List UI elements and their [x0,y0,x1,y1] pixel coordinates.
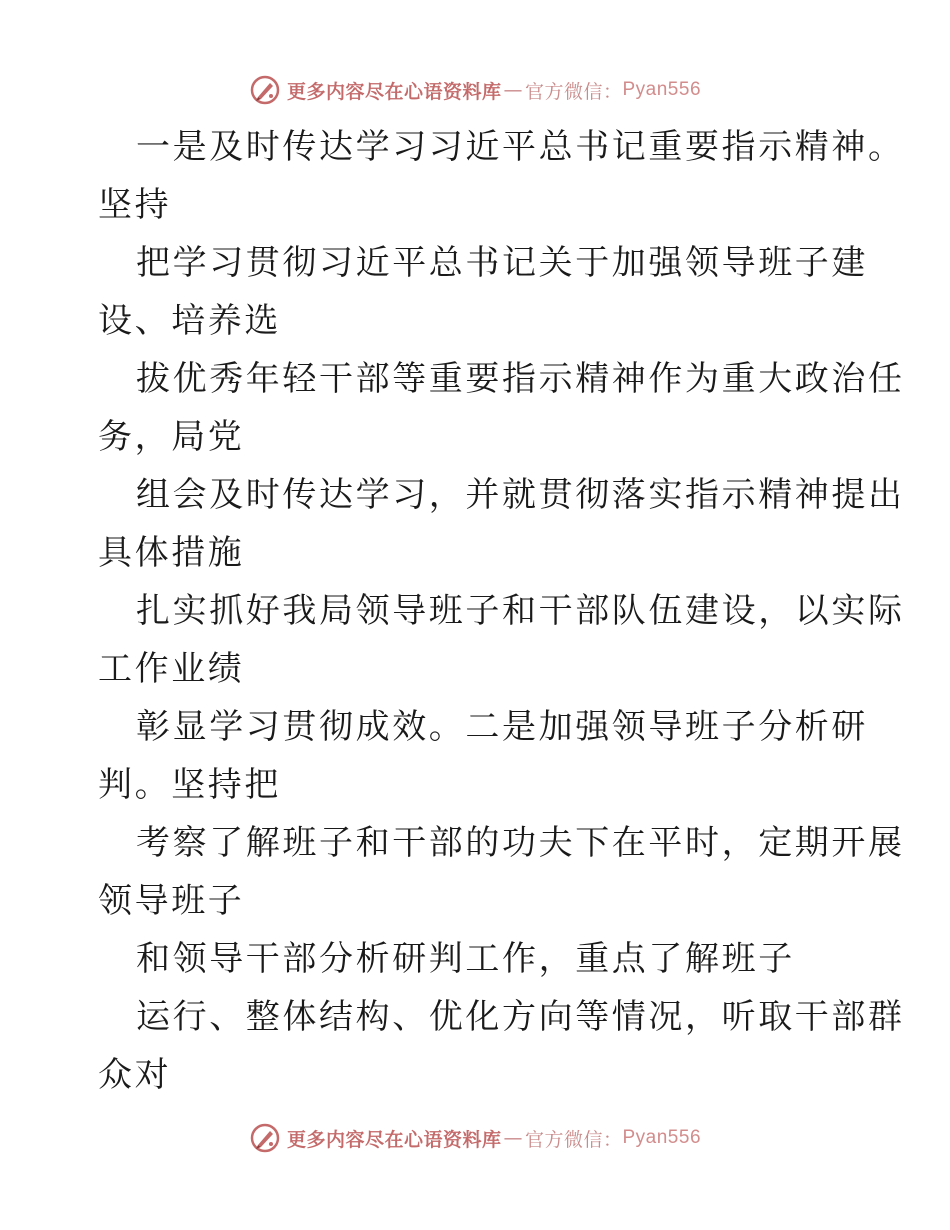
watermark-account-label: 官方微信： [524,80,623,103]
watermark-dash: — [503,79,523,101]
text-line: 一是及时传达学习习近平总书记重要指示精神。 [136,127,905,167]
pen-logo-icon [249,74,281,106]
watermark-account-id: Pyan556 [622,79,702,100]
pen-logo-icon [249,1122,281,1154]
text-line: 把学习贯彻习近平总书记关于加强领导班子建 [136,243,868,283]
text-line: 坚持 [98,185,172,225]
text-line: 扎实抓好我局领导班子和干部队伍建设，以实际 [136,591,905,631]
text-line: 运行、整体结构、优化方向等情况，听取干部群 [136,997,905,1037]
text-line: 和领导干部分析研判工作，重点了解班子 [136,939,795,979]
watermark-brand: 更多内容尽在心语资料库 [286,1128,502,1151]
watermark-account-id: Pyan556 [622,1127,702,1148]
document-body [98,118,905,1104]
watermark-dash: — [503,1127,523,1149]
footer-watermark [0,1118,950,1158]
text-line: 拔优秀年轻干部等重要指示精神作为重大政治任 [136,359,905,399]
text-line: 众对 [98,1055,172,1095]
text-line: 考察了解班子和干部的功夫下在平时，定期开展 [136,823,905,863]
text-line: 务，局党 [98,417,245,457]
watermark-brand: 更多内容尽在心语资料库 [286,80,502,103]
watermark-account-label: 官方微信： [524,1128,623,1151]
header-watermark [0,70,950,110]
text-line: 组会及时传达学习，并就贯彻落实指示精神提出 [136,475,905,515]
text-line: 具体措施 [98,533,245,573]
text-line: 彰显学习贯彻成效。二是加强领导班子分析研 [136,707,868,747]
text-line: 设、培养选 [98,301,281,341]
text-line: 工作业绩 [98,649,245,689]
text-line: 判。坚持把 [98,765,281,805]
text-line: 领导班子 [98,881,245,921]
